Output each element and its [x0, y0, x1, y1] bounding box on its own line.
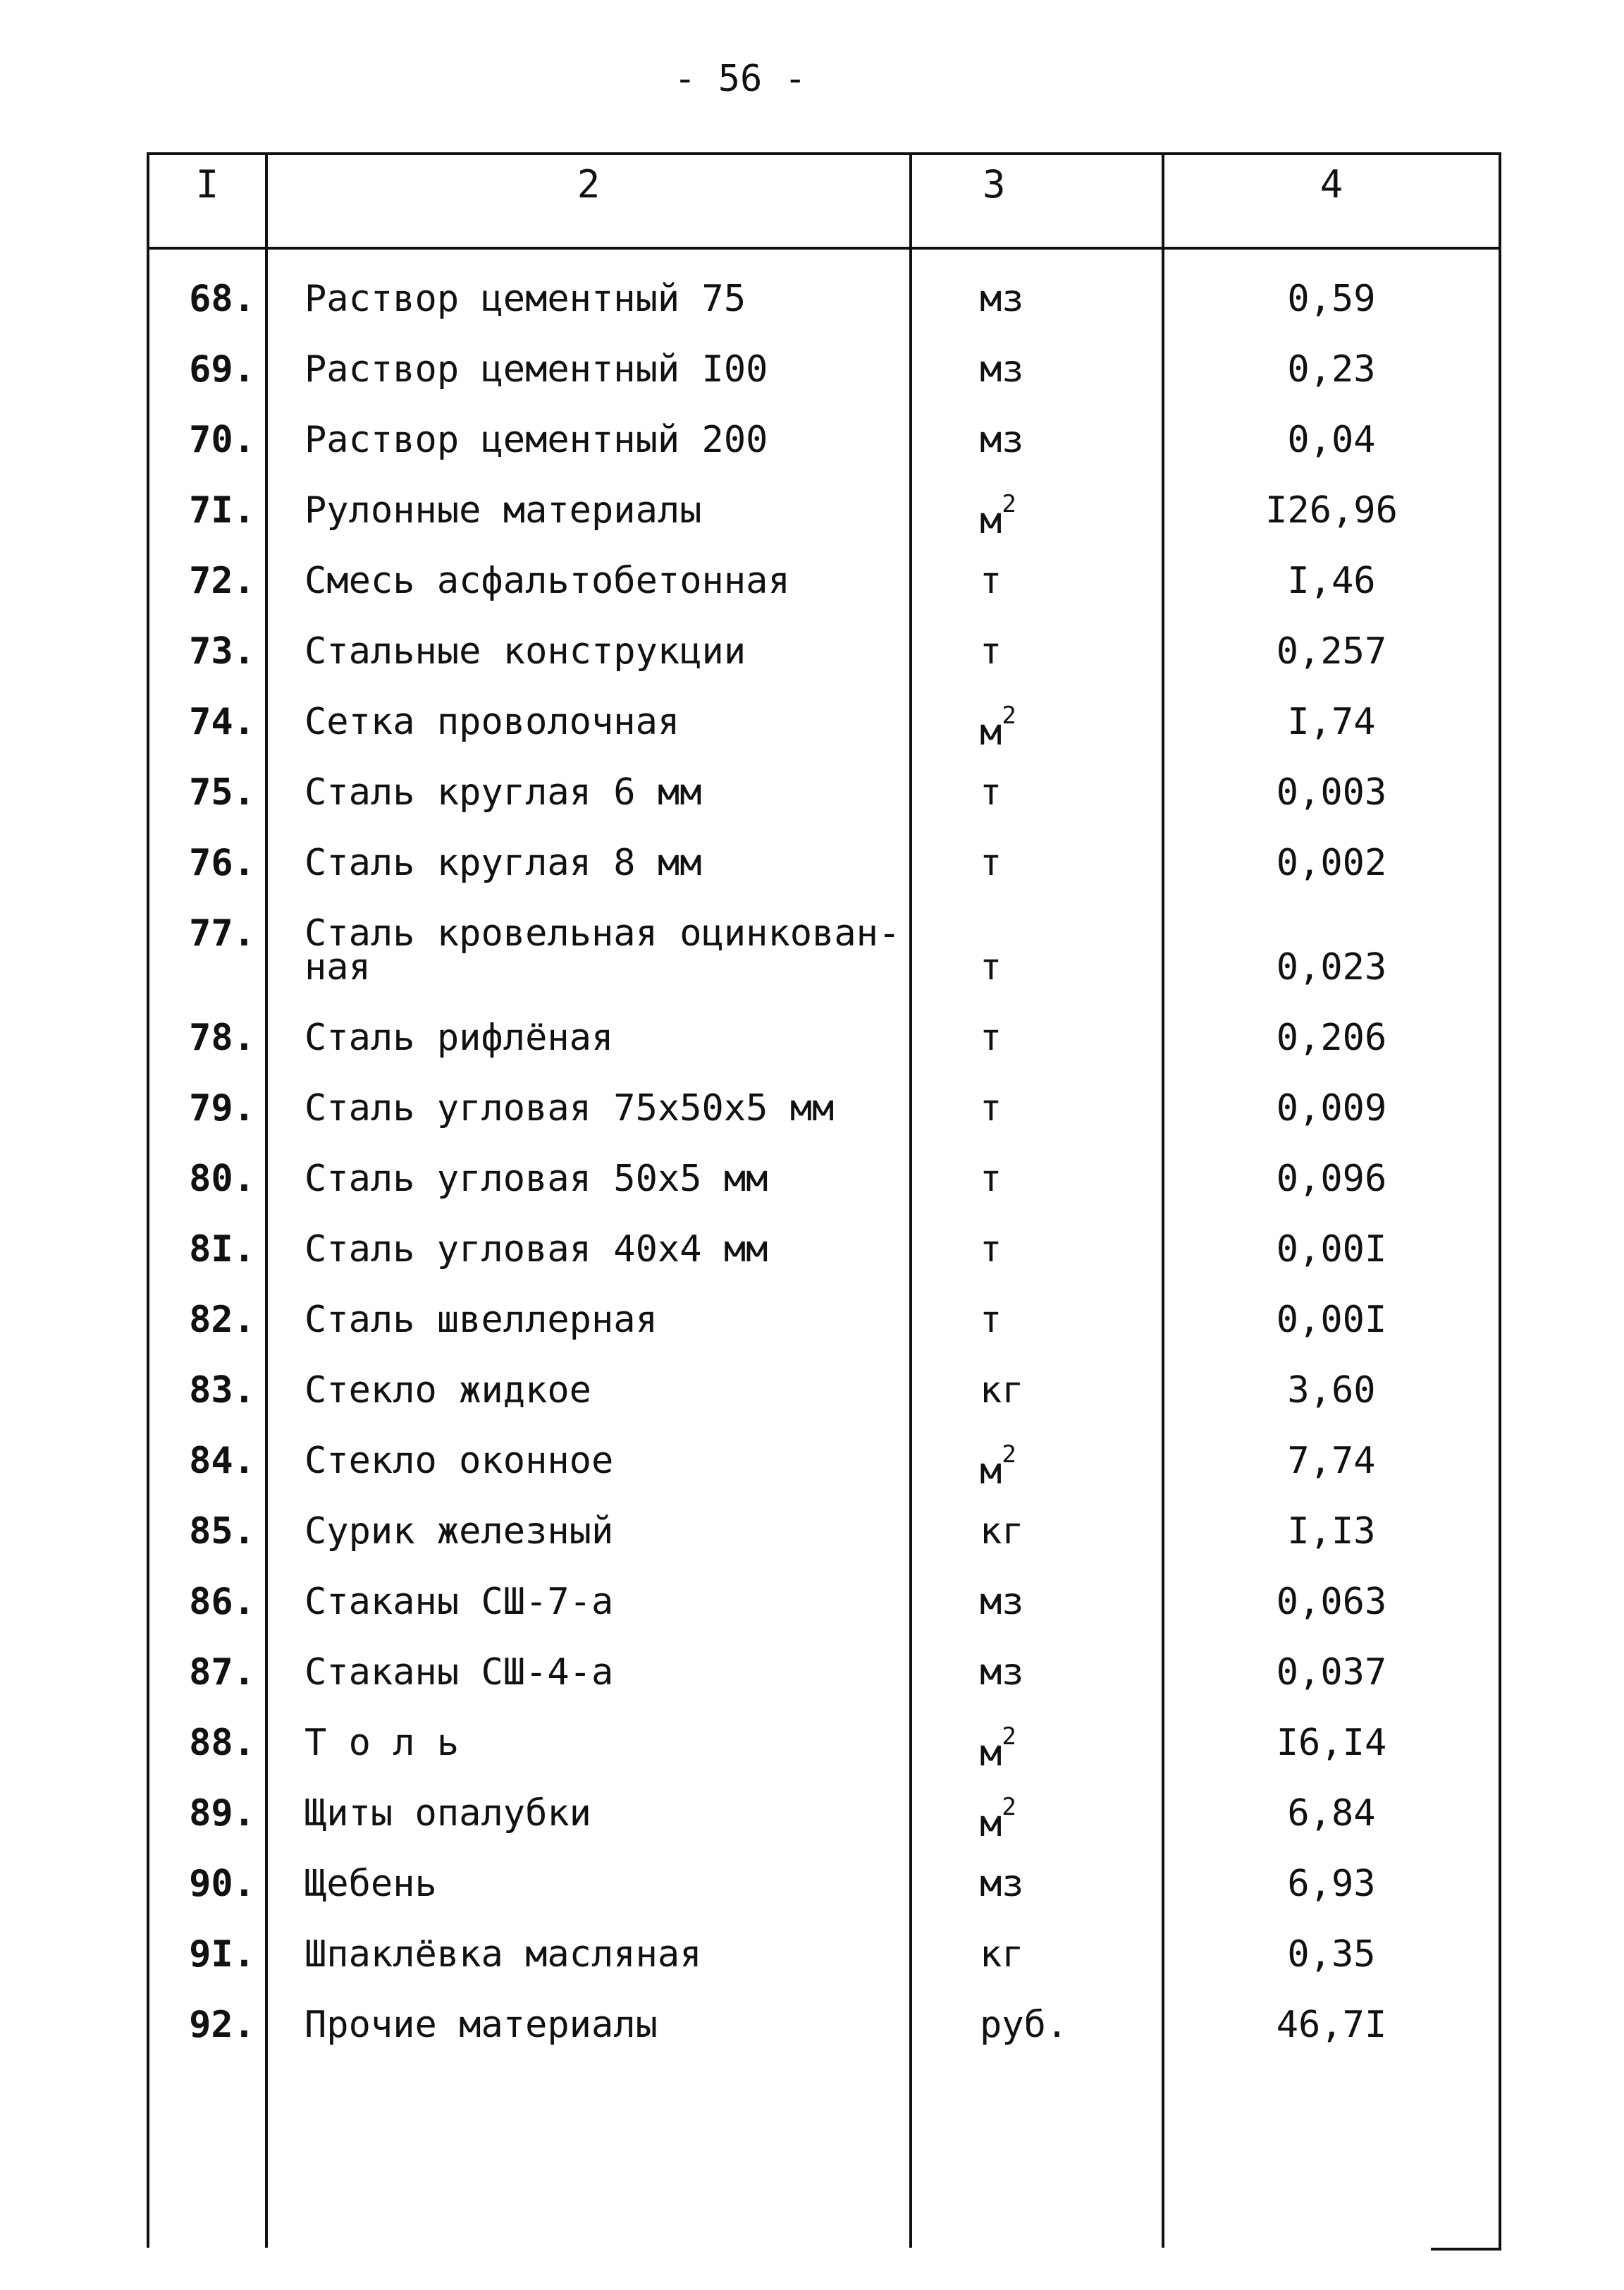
row-name: Смесь асфальтобетонная [304, 560, 790, 602]
column-header-1: I [195, 162, 219, 207]
row-value: 0,003 [1276, 771, 1387, 814]
row-name: Сталь угловая 75x50x5 мм [304, 1087, 835, 1129]
row-unit: т [980, 771, 1002, 814]
row-name: Сталь круглая 8 мм [304, 842, 702, 884]
row-name: Сетка проволочная [304, 701, 680, 743]
row-number: 77. [189, 912, 255, 955]
row-number: 88. [189, 1722, 255, 1764]
row-number: 92. [189, 2004, 255, 2046]
row-unit: $м^2$ [980, 1793, 1016, 1845]
row-number: 69. [189, 348, 255, 391]
row-value: I,46 [1287, 560, 1376, 602]
row-name: Щиты опалубки [304, 1792, 591, 1835]
row-number: 74. [189, 701, 255, 743]
row-unit: $м^2$ [980, 490, 1016, 542]
row-unit: мз [980, 419, 1024, 461]
row-number: 8I. [189, 1228, 255, 1270]
row-value: 0,009 [1276, 1087, 1387, 1129]
row-value: 6,93 [1287, 1863, 1376, 1905]
row-number: 83. [189, 1369, 255, 1412]
row-unit: мз [980, 1581, 1024, 1623]
row-value: 6,84 [1287, 1792, 1376, 1835]
row-value: 0,257 [1276, 630, 1387, 673]
page-number: - 56 - [674, 58, 806, 100]
column-header-4: 4 [1320, 162, 1343, 207]
row-number: 7I. [189, 489, 255, 532]
unit-superscript: 2 [1002, 1440, 1016, 1469]
row-value: 0,096 [1276, 1158, 1387, 1200]
row-value: 0,023 [1276, 946, 1387, 988]
row-unit: мз [980, 278, 1024, 320]
header-bottom-border [148, 247, 1501, 250]
row-name: Стаканы СШ-4-а [304, 1651, 614, 1694]
row-unit: т [980, 1299, 1002, 1341]
row-name: Стекло жидкое [304, 1369, 591, 1412]
row-value: 0,00I [1276, 1228, 1387, 1270]
column-divider-3 [1162, 152, 1164, 2248]
row-unit: $м^2$ [980, 1440, 1016, 1493]
row-value: 0,23 [1287, 348, 1376, 391]
table-top-border [148, 152, 1501, 155]
row-name: Раствор цементный 200 [304, 419, 768, 461]
row-value: 7,74 [1287, 1440, 1376, 1482]
row-number: 9I. [189, 1933, 255, 1976]
unit-superscript: 2 [1002, 702, 1016, 730]
row-name: Шпаклёвка масляная [304, 1933, 702, 1976]
row-name: Сталь угловая 40x4 мм [304, 1228, 768, 1270]
row-value: I,74 [1287, 701, 1376, 743]
row-number: 89. [189, 1792, 255, 1835]
row-value: 0,04 [1287, 419, 1376, 461]
row-unit: кг [980, 1510, 1024, 1553]
row-name: Т о л ь [304, 1722, 460, 1764]
table-right-border [1499, 152, 1501, 2248]
unit-superscript: 2 [1002, 1722, 1016, 1751]
row-unit: мз [980, 1863, 1024, 1905]
row-number: 72. [189, 560, 255, 602]
row-name: Стекло оконное [304, 1440, 614, 1482]
row-unit: т [980, 842, 1002, 884]
row-number: 70. [189, 419, 255, 461]
row-name: Рулонные материалы [304, 489, 702, 532]
row-number: 68. [189, 278, 255, 320]
row-value: I,I3 [1287, 1510, 1376, 1553]
row-unit: т [980, 946, 1002, 988]
row-number: 79. [189, 1087, 255, 1129]
row-value: 0,00I [1276, 1299, 1387, 1341]
row-name: Сталь кровельная оцинкован- [304, 912, 901, 955]
row-unit: т [980, 1087, 1002, 1129]
row-number: 76. [189, 842, 255, 884]
row-number: 80. [189, 1158, 255, 1200]
row-value: 0,063 [1276, 1581, 1387, 1623]
row-number: 73. [189, 630, 255, 673]
row-number: 90. [189, 1863, 255, 1905]
column-divider-2 [909, 152, 912, 2248]
row-unit: мз [980, 1651, 1024, 1694]
column-divider-1 [265, 152, 268, 2248]
row-number: 86. [189, 1581, 255, 1623]
row-unit: т [980, 1017, 1002, 1059]
row-unit: кг [980, 1369, 1024, 1412]
row-name: Сталь рифлёная [304, 1017, 614, 1059]
row-value: I26,96 [1265, 489, 1398, 532]
row-value: 0,206 [1276, 1017, 1387, 1059]
row-name: Стальные конструкции [304, 630, 746, 673]
row-unit: т [980, 1158, 1002, 1200]
row-number: 85. [189, 1510, 255, 1553]
row-name: Сталь круглая 6 мм [304, 771, 702, 814]
row-number: 82. [189, 1299, 255, 1341]
row-value: 0,59 [1287, 278, 1376, 320]
row-unit: руб. [980, 2004, 1069, 2046]
row-unit: кг [980, 1933, 1024, 1976]
row-name: Сталь швеллерная [304, 1299, 658, 1341]
row-number: 78. [189, 1017, 255, 1059]
row-unit: $м^2$ [980, 702, 1016, 754]
row-name: Раствор цементный 75 [304, 278, 746, 320]
row-value: 0,35 [1287, 1933, 1376, 1976]
row-unit: $м^2$ [980, 1722, 1016, 1775]
table-bottom-stub [1431, 2248, 1501, 2251]
row-name: Сурик железный [304, 1510, 614, 1553]
row-name: Щебень [304, 1863, 437, 1905]
row-number: 75. [189, 771, 255, 814]
table-left-border [147, 152, 149, 2248]
row-number: 87. [189, 1651, 255, 1694]
row-unit: т [980, 630, 1002, 673]
row-name: Раствор цементный I00 [304, 348, 768, 391]
unit-superscript: 2 [1002, 490, 1016, 518]
row-number: 84. [189, 1440, 255, 1482]
unit-superscript: 2 [1002, 1793, 1016, 1821]
row-name: Прочие материалы [304, 2004, 658, 2046]
row-value: I6,I4 [1276, 1722, 1387, 1764]
row-unit: мз [980, 348, 1024, 391]
row-unit: т [980, 560, 1002, 602]
row-value: 0,037 [1276, 1651, 1387, 1694]
row-name: Сталь угловая 50x5 мм [304, 1158, 768, 1200]
row-unit: т [980, 1228, 1002, 1270]
row-name-continued: ная [304, 946, 371, 988]
row-name: Стаканы СШ-7-а [304, 1581, 614, 1623]
row-value: 3,60 [1287, 1369, 1376, 1412]
row-value: 0,002 [1276, 842, 1387, 884]
column-header-2: 2 [577, 162, 601, 207]
row-value: 46,7I [1276, 2004, 1387, 2046]
column-header-3: 3 [983, 162, 1006, 207]
